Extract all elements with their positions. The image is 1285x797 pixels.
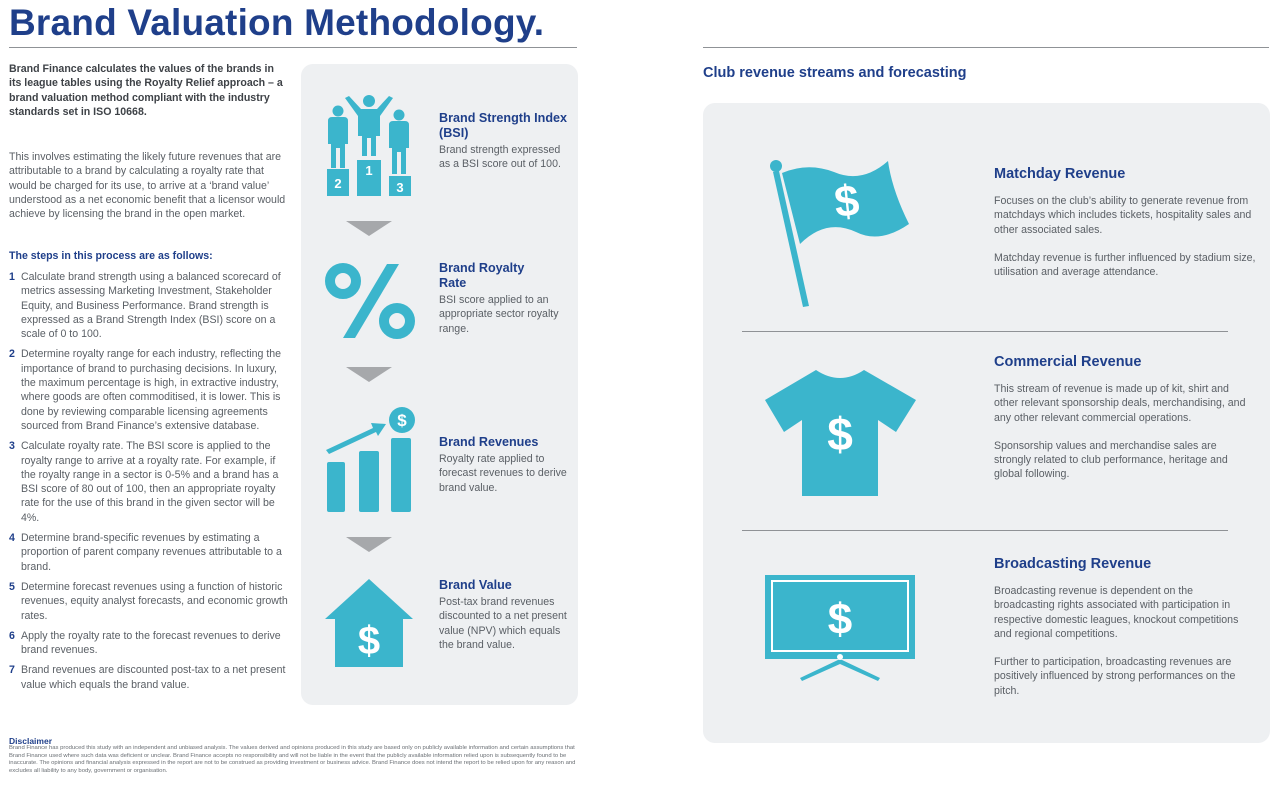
stream-paragraph: Sponsorship values and merchandise sales are strongly related to club performance, heritage and global following. xyxy=(994,439,1228,481)
down-arrow-icon xyxy=(346,537,392,552)
revenue-stream-broadcasting xyxy=(994,556,1256,712)
flag-icon xyxy=(768,158,914,310)
step-item xyxy=(9,629,291,658)
down-arrow-icon xyxy=(346,221,392,236)
revenue-stream-matchday xyxy=(994,166,1256,293)
percent-icon xyxy=(325,262,417,340)
process-desc: Royalty rate applied to forecast revenues to derive brand value. xyxy=(439,453,567,494)
step-item xyxy=(9,347,291,433)
process-step-value xyxy=(439,578,574,652)
step-number: 7 xyxy=(9,664,15,677)
step-text: Brand revenues are discounted post-tax to a net present value which equals the brand value. xyxy=(21,664,286,691)
process-step-bsi xyxy=(439,111,574,172)
revenue-stream-commercial xyxy=(994,354,1256,496)
step-number: 3 xyxy=(9,440,15,453)
stream-paragraph: Further to participation, broadcasting revenues are positively influenced by strong performances on the pitch. xyxy=(994,656,1236,697)
intro-summary: Brand Finance calculates the values of the brands in its league tables using the Royalty Relief approach – a brand valuation method compliant with the industry standards set in ISO 10668. xyxy=(9,63,283,118)
podium-icon xyxy=(325,94,415,198)
step-number: 4 xyxy=(9,532,15,545)
right-title-divider xyxy=(703,47,1269,48)
stream-paragraph: Focuses on the club’s ability to generate revenue from matchdays which includes tickets, hospitality sales and other associated sales. xyxy=(994,195,1252,236)
stream-divider xyxy=(742,530,1228,531)
process-title: Brand Value xyxy=(439,578,512,592)
process-desc: BSI score applied to an appropriate sector royalty range. xyxy=(439,294,559,335)
stream-title: Commercial Revenue xyxy=(994,354,1142,370)
dollar-glyph: $ xyxy=(357,619,381,663)
stream-divider xyxy=(742,331,1228,332)
step-text: Calculate brand strength using a balanced scorecard of metrics assessing Marketing Investment, Stakeholder Equity, and Business Performance. Brand strength is expressed as a Brand Strength Index (BSI) score on a scale of 0 to 100. xyxy=(21,271,281,341)
step-text: Determine forecast revenues using a function of historic revenues, equity analyst forecasts, and economic growth rates. xyxy=(21,580,288,622)
tv-icon xyxy=(764,574,916,682)
step-text: Calculate royalty rate. The BSI score is applied to the royalty range to arrive at a royalty rate. For example, if the royalty range in a sector is 0-5% and a brand has a BSI score of 80 out of 100, then an appropriate royalty rate for the use of this brand in the given sector will be 4%. xyxy=(21,440,279,524)
title-divider xyxy=(9,47,577,48)
step-text: Apply the royalty rate to the forecast revenues to derive brand revenues. xyxy=(21,629,281,657)
step-number: 1 xyxy=(9,271,15,283)
step-text: Determine royalty range for each industry, reflecting the importance of brand to purchasing decisions. In luxury, the maximum percentage is high, in extractive industry, where goods are often commoditised, it is lower. This is done by reviewing comparable licensing agreements sourced from Brand Finance’s extensive database. xyxy=(21,348,282,432)
process-step-revenues xyxy=(439,435,574,495)
process-desc: Brand strength expressed as a BSI score out of 100. xyxy=(439,144,561,171)
disclaimer-text: Brand Finance has produced this study with an independent and unbiased analysis. The values derived and opinions produced in this study are based only on publicly available information and certain assumptions that Brand Finance used where such data was deficient or unclear. Brand Finance accepts no responsibility and will not be liable in the event that the publicly available information relied upon is subsequently found to be inaccurate. The opinions and financial analysis expressed in the report are not to be construed as providing investment or business advice. Brand Finance does not intend the report to be relied upon for any reason and excludes all liability to any body, government or organisation. xyxy=(9,745,576,774)
process-desc: Post-tax brand revenues discounted to a net present value (NPV) which equals the brand value. xyxy=(439,596,567,651)
dollar-glyph: $ xyxy=(827,595,853,644)
step-number: 6 xyxy=(9,629,15,642)
step-item xyxy=(9,580,291,623)
step-number: 2 xyxy=(9,348,15,361)
step-item xyxy=(9,270,291,341)
stream-paragraph: This stream of revenue is made up of kit, shirt and other relevant sponsorship deals, merchandising, and any other relevant commercial operations. xyxy=(994,383,1246,424)
disclaimer-title: Disclaimer xyxy=(9,736,52,746)
dollar-glyph: $ xyxy=(397,411,407,430)
steps-heading: The steps in this process are as follows: xyxy=(9,250,213,262)
process-title: Brand Royalty Rate xyxy=(439,261,525,290)
step-number: 5 xyxy=(9,580,15,593)
dollar-glyph: $ xyxy=(832,175,862,228)
down-arrow-icon xyxy=(346,367,392,382)
stream-paragraph: Broadcasting revenue is dependent on the broadcasting rights associated with participation in respective domestic leagues, knockout competitions and regional competitions. xyxy=(994,585,1239,640)
stream-title: Broadcasting Revenue xyxy=(994,556,1152,572)
page-title: Brand Valuation Methodology. xyxy=(9,2,545,43)
podium-label-2: 2 xyxy=(334,176,342,191)
step-item xyxy=(9,531,291,574)
process-title: Brand Revenues xyxy=(439,435,539,449)
house-icon xyxy=(325,578,415,668)
podium-label-1: 1 xyxy=(365,163,373,178)
stream-paragraph: Matchday revenue is further influenced by stadium size, utilisation and average attendance. xyxy=(994,251,1256,279)
dollar-glyph: $ xyxy=(827,408,853,460)
process-step-royalty xyxy=(439,261,574,336)
section-title: Club revenue streams and forecasting xyxy=(703,65,967,81)
revenue-chart-icon xyxy=(324,406,419,514)
steps-list xyxy=(9,270,291,698)
podium-label-3: 3 xyxy=(396,180,404,195)
intro-paragraph: This involves estimating the likely future revenues that are attributable to a brand by calculating a royalty rate that would be charged for its use, to arrive at a ‘brand value’ understood as a net economic benefit that a licensor would achieve by licensing the brand in the open market. xyxy=(9,151,286,221)
shirt-icon xyxy=(764,368,918,498)
step-text: Determine brand-specific revenues by estimating a proportion of parent company revenues attributable to a brand. xyxy=(21,532,282,573)
stream-title: Matchday Revenue xyxy=(994,166,1126,182)
process-title: Brand Strength Index (BSI) xyxy=(439,111,568,140)
step-item xyxy=(9,663,291,692)
step-item xyxy=(9,439,291,525)
